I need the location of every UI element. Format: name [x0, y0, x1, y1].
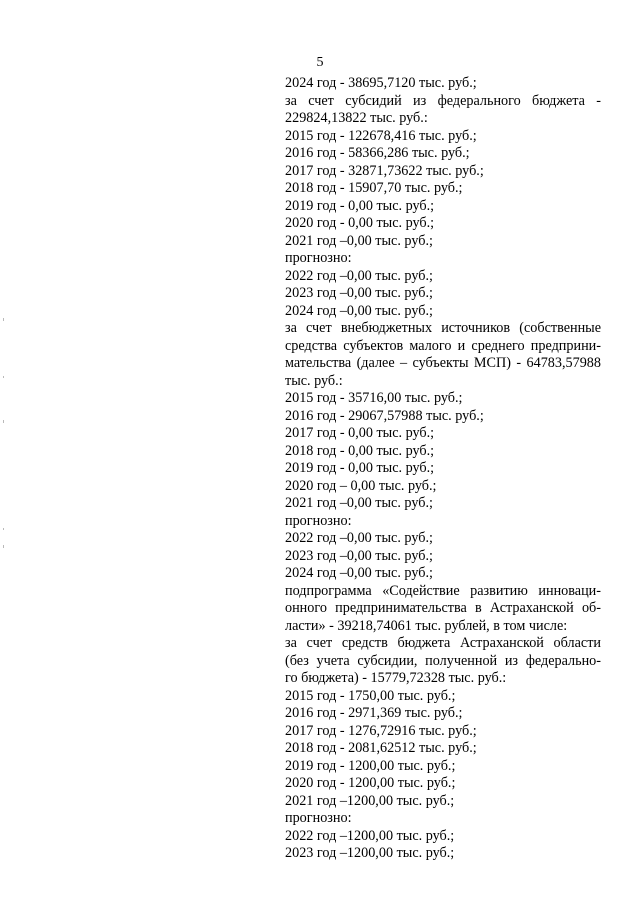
text-line: 2020 год – 0,00 тыс. руб.;	[285, 477, 437, 494]
text-line: 2024 год - 38695,7120 тыс. руб.;	[285, 75, 477, 91]
text-line: 2023 год –0,00 тыс. руб.;	[285, 547, 433, 564]
text-line: тыс. руб.:	[285, 372, 343, 389]
scan-margin-mark	[3, 420, 4, 423]
text-line: 2019 год - 0,00 тыс. руб.;	[285, 460, 435, 476]
text-line: 2017 год - 32871,73622 тыс. руб.;	[285, 162, 484, 179]
text-line: 2017 год - 0,00 тыс. руб.;	[285, 425, 435, 441]
text-line: 2023 год –1200,00 тыс. руб.;	[285, 845, 455, 861]
text-line: 2015 год - 1750,00 тыс. руб.;	[285, 687, 456, 704]
text-line: 2022 год –1200,00 тыс. руб.;	[285, 827, 455, 844]
text-line: средства субъектов малого и среднего предприни-	[285, 337, 601, 354]
text-line: 2019 год - 1200,00 тыс. руб.;	[285, 757, 456, 774]
text-line: 2018 год - 2081,62512 тыс. руб.;	[285, 740, 477, 756]
text-line: 2020 год - 0,00 тыс. руб.;	[285, 215, 435, 231]
text-line: (без учета субсидии, полученной из федерально-	[285, 652, 601, 669]
text-line: за счет средств бюджета Астраханской области	[285, 635, 601, 651]
text-line: подпрограмма «Содействие развитию инноваци-	[285, 582, 601, 599]
text-line: 2021 год –0,00 тыс. руб.;	[285, 232, 433, 249]
text-line: 2022 год –0,00 тыс. руб.;	[285, 530, 433, 546]
text-line: 2016 год - 58366,286 тыс. руб.;	[285, 145, 470, 161]
text-line: го бюджета) - 15779,72328 тыс. руб.:	[285, 670, 507, 686]
page-number: 5	[316, 55, 324, 70]
text-line: 2019 год - 0,00 тыс. руб.;	[285, 197, 435, 214]
text-line: 2017 год - 1276,72916 тыс. руб.;	[285, 722, 477, 739]
text-line: прогнозно:	[285, 512, 352, 529]
text-line: 2023 год –0,00 тыс. руб.;	[285, 285, 433, 301]
text-line: 2015 год - 122678,416 тыс. руб.;	[285, 127, 477, 144]
text-line: за счет субсидий из федерального бюджета -	[285, 92, 601, 109]
text-line: прогнозно:	[285, 810, 352, 826]
text-line: 2022 год –0,00 тыс. руб.;	[285, 267, 433, 284]
scan-margin-mark	[3, 528, 4, 530]
text-line: 2018 год - 0,00 тыс. руб.;	[285, 442, 435, 459]
text-line: 2015 год - 35716,00 тыс. руб.;	[285, 390, 463, 406]
text-line: 2021 год –0,00 тыс. руб.;	[285, 495, 433, 511]
text-line: 229824,13822 тыс. руб.:	[285, 110, 428, 126]
scan-margin-mark	[3, 318, 4, 321]
text-line: 2021 год –1200,00 тыс. руб.;	[285, 792, 455, 809]
text-line: 2016 год - 29067,57988 тыс. руб.;	[285, 407, 484, 424]
text-line: 2020 год - 1200,00 тыс. руб.;	[285, 775, 456, 791]
text-line: 2016 год - 2971,369 тыс. руб.;	[285, 705, 463, 721]
document-body-text	[285, 75, 601, 863]
text-line: 2024 год –0,00 тыс. руб.;	[285, 565, 433, 581]
text-line: онного предпринимательства в Астраханской об-	[285, 600, 601, 616]
text-line: ласти» - 39218,74061 тыс. рублей, в том числе:	[285, 617, 568, 634]
text-line: прогнозно:	[285, 250, 352, 266]
scan-margin-mark	[3, 545, 4, 548]
text-line: мательства (далее – субъекты МСП) - 64783,57988	[285, 355, 601, 371]
text-line: 2024 год –0,00 тыс. руб.;	[285, 302, 433, 319]
text-line: 2018 год - 15907,70 тыс. руб.;	[285, 180, 463, 196]
text-line: за счет внебюджетных источников (собственные	[285, 320, 601, 336]
scan-margin-mark	[3, 376, 4, 378]
